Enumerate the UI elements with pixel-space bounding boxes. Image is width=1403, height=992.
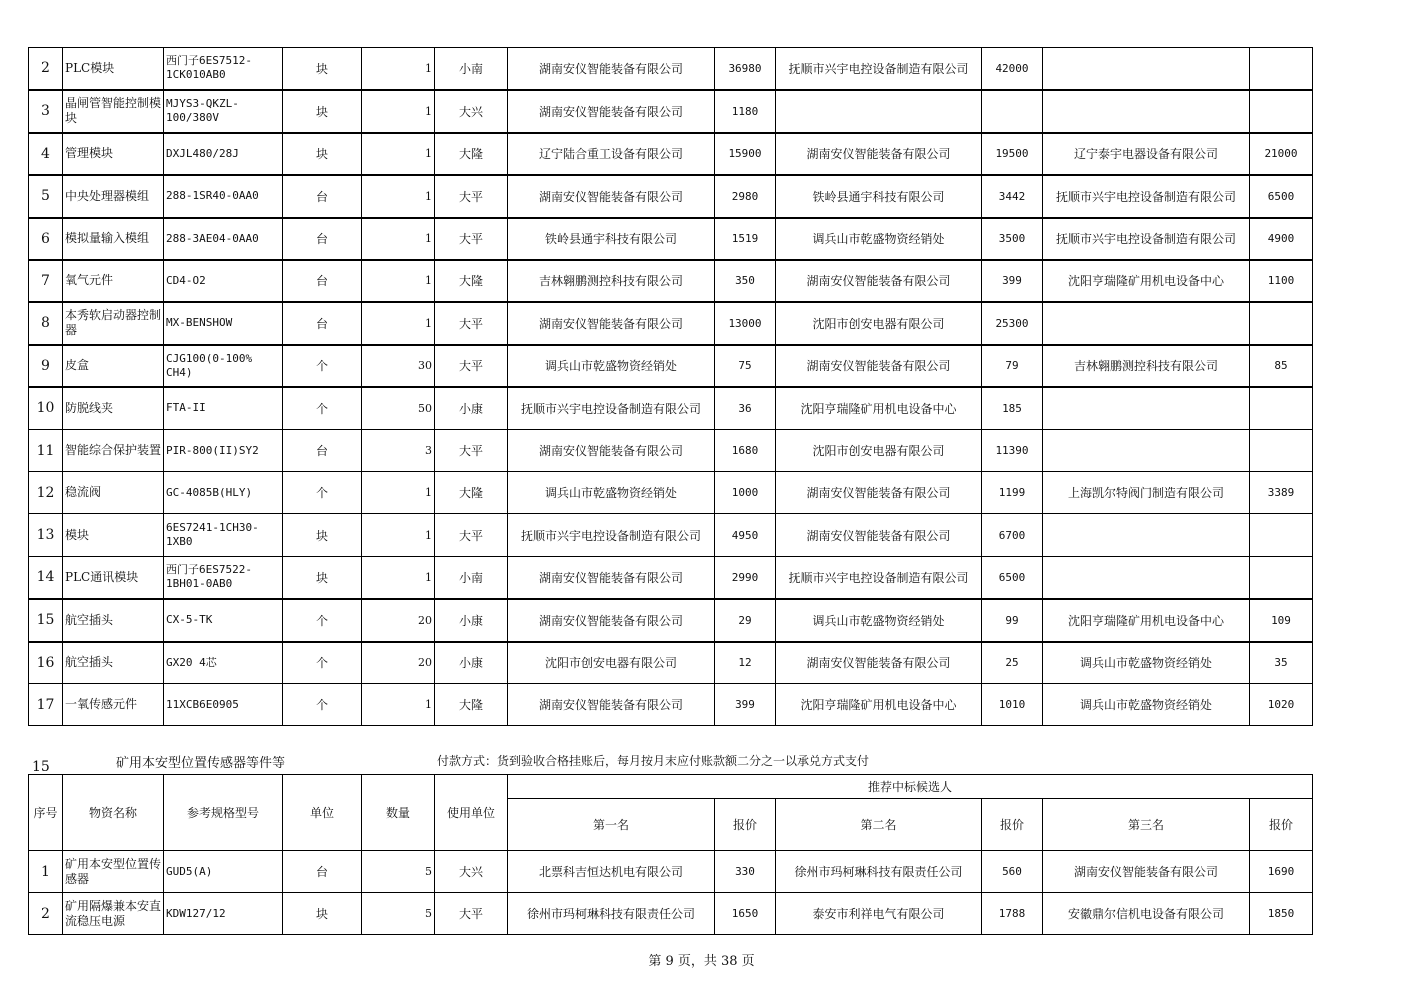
cell-user: 大隆 [435, 133, 508, 175]
cell-spec: KDW127/12 [164, 893, 283, 935]
cell-user: 小康 [435, 387, 508, 430]
cell-first-price: 4950 [715, 514, 776, 557]
cell-user: 大隆 [435, 472, 508, 514]
cell-first-company: 湖南安仪智能装备有限公司 [508, 175, 715, 218]
table-row [29, 48, 1313, 90]
cell-second-company: 湖南安仪智能装备有限公司 [776, 133, 982, 175]
cell-spec: 11XCB6E0905 [164, 684, 283, 726]
cell-first-company: 调兵山市乾盛物资经销处 [508, 472, 715, 514]
cell-qty: 1 [362, 175, 435, 218]
cell-spec: FTA-II [164, 387, 283, 430]
cell-third-price: 1690 [1250, 851, 1313, 893]
table-row [29, 514, 1313, 557]
cell-second-company: 沈阳亨瑞隆矿用机电设备中心 [776, 387, 982, 430]
cell-no: 12 [29, 472, 63, 514]
cell-name: 模块 [63, 514, 164, 557]
cell-qty: 1 [362, 557, 435, 599]
header-price-2: 报价 [982, 799, 1043, 851]
cell-third-company: 抚顺市兴宇电控设备制造有限公司 [1043, 218, 1250, 260]
cell-first-company: 湖南安仪智能装备有限公司 [508, 48, 715, 90]
cell-first-company: 北票科吉恒达机电有限公司 [508, 851, 715, 893]
cell-third-price: 1020 [1250, 684, 1313, 726]
cell-first-company: 湖南安仪智能装备有限公司 [508, 430, 715, 472]
cell-third-company: 沈阳亨瑞隆矿用机电设备中心 [1043, 260, 1250, 302]
cell-no: 11 [29, 430, 63, 472]
cell-first-price: 12 [715, 642, 776, 684]
cell-third-company [1043, 557, 1250, 599]
cell-user: 大隆 [435, 260, 508, 302]
cell-second-company: 抚顺市兴宇电控设备制造有限公司 [776, 557, 982, 599]
table-row [29, 599, 1313, 642]
cell-first-company: 抚顺市兴宇电控设备制造有限公司 [508, 387, 715, 430]
cell-third-price [1250, 48, 1313, 90]
cell-second-price: 560 [982, 851, 1043, 893]
cell-second-price: 25 [982, 642, 1043, 684]
cell-first-price: 399 [715, 684, 776, 726]
cell-unit: 个 [283, 642, 362, 684]
cell-second-company: 铁岭县通宇科技有限公司 [776, 175, 982, 218]
cell-second-company: 抚顺市兴宇电控设备制造有限公司 [776, 48, 982, 90]
cell-first-company: 铁岭县通宇科技有限公司 [508, 218, 715, 260]
cell-qty: 1 [362, 684, 435, 726]
cell-qty: 50 [362, 387, 435, 430]
cell-second-company: 湖南安仪智能装备有限公司 [776, 345, 982, 387]
cell-third-price: 1850 [1250, 893, 1313, 935]
payment-terms: 付款方式：货到验收合格挂账后，每月按月末应付账款额二分之一以承兑方式支付 [437, 754, 870, 768]
cell-second-company: 沈阳亨瑞隆矿用机电设备中心 [776, 684, 982, 726]
cell-first-price: 1519 [715, 218, 776, 260]
cell-name: 本秀软启动器控制器 [63, 302, 164, 345]
cell-first-price: 350 [715, 260, 776, 302]
cell-third-company [1043, 302, 1250, 345]
cell-no: 2 [29, 893, 63, 935]
header-qty: 数量 [362, 775, 435, 851]
cell-unit: 块 [283, 557, 362, 599]
cell-name: 晶闸管智能控制模块 [63, 90, 164, 133]
table-row [29, 642, 1313, 684]
cell-third-company: 湖南安仪智能装备有限公司 [1043, 851, 1250, 893]
cell-third-company: 安徽鼎尔信机电设备有限公司 [1043, 893, 1250, 935]
header-user: 使用单位 [435, 775, 508, 851]
header-first: 第一名 [508, 799, 715, 851]
cell-third-price [1250, 387, 1313, 430]
header-name: 物资名称 [63, 775, 164, 851]
cell-second-price: 19500 [982, 133, 1043, 175]
cell-no: 3 [29, 90, 63, 133]
cell-no: 6 [29, 218, 63, 260]
cell-spec: MX-BENSHOW [164, 302, 283, 345]
cell-third-company [1043, 430, 1250, 472]
cell-third-price: 6500 [1250, 175, 1313, 218]
procurement-table-1 [28, 47, 1313, 726]
cell-name: 皮盒 [63, 345, 164, 387]
cell-spec: 西门子6ES7512-1CK010AB0 [164, 48, 283, 90]
cell-first-company: 调兵山市乾盛物资经销处 [508, 345, 715, 387]
header-no: 序号 [29, 775, 63, 851]
cell-second-company: 湖南安仪智能装备有限公司 [776, 642, 982, 684]
cell-user: 大平 [435, 430, 508, 472]
cell-first-price: 1650 [715, 893, 776, 935]
cell-spec: PIR-800(II)SY2 [164, 430, 283, 472]
cell-third-price [1250, 430, 1313, 472]
cell-second-company: 徐州市玛柯琳科技有限责任公司 [776, 851, 982, 893]
cell-name: 矿用本安型位置传感器 [63, 851, 164, 893]
cell-spec: CJG100(0-100% CH4) [164, 345, 283, 387]
cell-second-company: 调兵山市乾盛物资经销处 [776, 218, 982, 260]
cell-second-company: 湖南安仪智能装备有限公司 [776, 514, 982, 557]
cell-third-company: 抚顺市兴宇电控设备制造有限公司 [1043, 175, 1250, 218]
cell-name: 氧气元件 [63, 260, 164, 302]
header-candidates: 推荐中标候选人 [508, 775, 1313, 799]
cell-user: 大兴 [435, 90, 508, 133]
cell-first-price: 36980 [715, 48, 776, 90]
cell-spec: DXJL480/28J [164, 133, 283, 175]
cell-second-company: 沈阳市创安电器有限公司 [776, 302, 982, 345]
cell-first-price: 1000 [715, 472, 776, 514]
table-row [29, 260, 1313, 302]
cell-unit: 块 [283, 893, 362, 935]
cell-first-company: 辽宁陆合重工设备有限公司 [508, 133, 715, 175]
cell-user: 小康 [435, 642, 508, 684]
cell-third-price [1250, 302, 1313, 345]
cell-second-price [982, 90, 1043, 133]
cell-third-company [1043, 514, 1250, 557]
cell-second-company [776, 90, 982, 133]
cell-no: 1 [29, 851, 63, 893]
cell-user: 小南 [435, 48, 508, 90]
cell-spec: GC-4085B(HLY) [164, 472, 283, 514]
cell-spec: 288-3AE04-0AA0 [164, 218, 283, 260]
table-row [29, 345, 1313, 387]
cell-third-company: 上海凯尔特阀门制造有限公司 [1043, 472, 1250, 514]
cell-user: 大平 [435, 893, 508, 935]
cell-spec: GUD5(A) [164, 851, 283, 893]
cell-qty: 1 [362, 90, 435, 133]
cell-second-company: 调兵山市乾盛物资经销处 [776, 599, 982, 642]
cell-second-company: 湖南安仪智能装备有限公司 [776, 260, 982, 302]
section-number: 15 [32, 759, 50, 775]
cell-user: 大平 [435, 514, 508, 557]
cell-unit: 个 [283, 345, 362, 387]
cell-unit: 个 [283, 599, 362, 642]
cell-first-company: 湖南安仪智能装备有限公司 [508, 599, 715, 642]
cell-unit: 台 [283, 302, 362, 345]
cell-third-company [1043, 48, 1250, 90]
table-row [29, 684, 1313, 726]
cell-unit: 块 [283, 90, 362, 133]
table-row [29, 218, 1313, 260]
cell-user: 大平 [435, 218, 508, 260]
cell-no: 9 [29, 345, 63, 387]
table-row [29, 175, 1313, 218]
cell-unit: 块 [283, 48, 362, 90]
section-title: 矿用本安型位置传感器等件等 [116, 756, 286, 771]
cell-no: 14 [29, 557, 63, 599]
cell-unit: 个 [283, 684, 362, 726]
table-row [29, 302, 1313, 345]
cell-spec: 6ES7241-1CH30-1XB0 [164, 514, 283, 557]
cell-spec: GX20 4芯 [164, 642, 283, 684]
cell-third-price: 1100 [1250, 260, 1313, 302]
cell-third-company: 辽宁泰宇电器设备有限公司 [1043, 133, 1250, 175]
table-row [29, 472, 1313, 514]
cell-first-price: 75 [715, 345, 776, 387]
cell-no: 13 [29, 514, 63, 557]
cell-qty: 5 [362, 851, 435, 893]
cell-name: 矿用隔爆兼本安直流稳压电源 [63, 893, 164, 935]
cell-qty: 1 [362, 260, 435, 302]
cell-third-company: 调兵山市乾盛物资经销处 [1043, 684, 1250, 726]
cell-name: PLC通讯模块 [63, 557, 164, 599]
cell-third-price: 4900 [1250, 218, 1313, 260]
cell-first-company: 湖南安仪智能装备有限公司 [508, 302, 715, 345]
cell-unit: 台 [283, 430, 362, 472]
cell-third-company: 沈阳亨瑞隆矿用机电设备中心 [1043, 599, 1250, 642]
table-row [29, 430, 1313, 472]
cell-spec: CD4-O2 [164, 260, 283, 302]
cell-qty: 5 [362, 893, 435, 935]
header-second: 第二名 [776, 799, 982, 851]
cell-name: 航空插头 [63, 642, 164, 684]
cell-name: 中央处理器模组 [63, 175, 164, 218]
cell-second-price: 1010 [982, 684, 1043, 726]
header-spec: 参考规格型号 [164, 775, 283, 851]
cell-first-price: 29 [715, 599, 776, 642]
cell-unit: 个 [283, 387, 362, 430]
cell-spec: MJYS3-QKZL-100/380V [164, 90, 283, 133]
cell-first-price: 1180 [715, 90, 776, 133]
cell-qty: 1 [362, 472, 435, 514]
cell-unit: 台 [283, 218, 362, 260]
cell-second-price: 99 [982, 599, 1043, 642]
cell-second-price: 3442 [982, 175, 1043, 218]
cell-second-company: 湖南安仪智能装备有限公司 [776, 472, 982, 514]
cell-first-company: 徐州市玛柯琳科技有限责任公司 [508, 893, 715, 935]
cell-qty: 1 [362, 133, 435, 175]
cell-no: 2 [29, 48, 63, 90]
cell-qty: 3 [362, 430, 435, 472]
cell-first-price: 2990 [715, 557, 776, 599]
cell-first-price: 36 [715, 387, 776, 430]
procurement-table-2 [28, 774, 1313, 935]
cell-first-company: 湖南安仪智能装备有限公司 [508, 90, 715, 133]
cell-no: 10 [29, 387, 63, 430]
header-row-group [29, 775, 1313, 799]
cell-no: 17 [29, 684, 63, 726]
cell-no: 5 [29, 175, 63, 218]
table-row [29, 557, 1313, 599]
cell-second-price: 3500 [982, 218, 1043, 260]
cell-third-price: 3389 [1250, 472, 1313, 514]
cell-third-price [1250, 557, 1313, 599]
cell-user: 大隆 [435, 684, 508, 726]
cell-second-company: 泰安市利祥电气有限公司 [776, 893, 982, 935]
cell-second-price: 399 [982, 260, 1043, 302]
cell-first-price: 15900 [715, 133, 776, 175]
cell-spec: CX-5-TK [164, 599, 283, 642]
table-row [29, 387, 1313, 430]
cell-third-price: 35 [1250, 642, 1313, 684]
cell-first-price: 2980 [715, 175, 776, 218]
cell-unit: 台 [283, 851, 362, 893]
table-row [29, 851, 1313, 893]
cell-name: 防脱线夹 [63, 387, 164, 430]
cell-first-price: 330 [715, 851, 776, 893]
cell-user: 大平 [435, 345, 508, 387]
cell-name: 管理模块 [63, 133, 164, 175]
cell-second-price: 1788 [982, 893, 1043, 935]
cell-third-price [1250, 90, 1313, 133]
header-price-1: 报价 [715, 799, 776, 851]
cell-user: 大兴 [435, 851, 508, 893]
cell-unit: 块 [283, 133, 362, 175]
cell-qty: 20 [362, 642, 435, 684]
header-third: 第三名 [1043, 799, 1250, 851]
cell-second-price: 79 [982, 345, 1043, 387]
cell-qty: 30 [362, 345, 435, 387]
cell-third-price: 21000 [1250, 133, 1313, 175]
cell-name: 航空插头 [63, 599, 164, 642]
cell-qty: 1 [362, 514, 435, 557]
cell-second-price: 1199 [982, 472, 1043, 514]
cell-second-price: 25300 [982, 302, 1043, 345]
header-price-3: 报价 [1250, 799, 1313, 851]
cell-third-price [1250, 514, 1313, 557]
cell-qty: 1 [362, 218, 435, 260]
cell-no: 8 [29, 302, 63, 345]
cell-spec: 西门子6ES7522-1BH01-0AB0 [164, 557, 283, 599]
cell-first-company: 沈阳市创安电器有限公司 [508, 642, 715, 684]
cell-first-company: 湖南安仪智能装备有限公司 [508, 684, 715, 726]
header-unit: 单位 [283, 775, 362, 851]
cell-no: 7 [29, 260, 63, 302]
cell-no: 4 [29, 133, 63, 175]
cell-first-price: 1680 [715, 430, 776, 472]
cell-third-company [1043, 387, 1250, 430]
cell-unit: 个 [283, 472, 362, 514]
cell-first-price: 13000 [715, 302, 776, 345]
cell-user: 小南 [435, 557, 508, 599]
cell-unit: 台 [283, 175, 362, 218]
cell-spec: 288-1SR40-0AA0 [164, 175, 283, 218]
cell-second-price: 42000 [982, 48, 1043, 90]
cell-second-price: 11390 [982, 430, 1043, 472]
cell-unit: 台 [283, 260, 362, 302]
cell-qty: 1 [362, 48, 435, 90]
cell-first-company: 吉林翱鹏测控科技有限公司 [508, 260, 715, 302]
cell-third-price: 85 [1250, 345, 1313, 387]
cell-third-price: 109 [1250, 599, 1313, 642]
table-row [29, 133, 1313, 175]
cell-name: 智能综合保护装置 [63, 430, 164, 472]
page-footer: 第 9 页，共 38 页 [648, 954, 755, 969]
cell-no: 16 [29, 642, 63, 684]
cell-name: 模拟量输入模组 [63, 218, 164, 260]
cell-first-company: 抚顺市兴宇电控设备制造有限公司 [508, 514, 715, 557]
cell-qty: 1 [362, 302, 435, 345]
cell-qty: 20 [362, 599, 435, 642]
cell-user: 大平 [435, 302, 508, 345]
cell-first-company: 湖南安仪智能装备有限公司 [508, 557, 715, 599]
cell-user: 小康 [435, 599, 508, 642]
cell-second-price: 6700 [982, 514, 1043, 557]
cell-name: PLC模块 [63, 48, 164, 90]
table-row [29, 893, 1313, 935]
table-row [29, 90, 1313, 133]
cell-third-company: 吉林翱鹏测控科技有限公司 [1043, 345, 1250, 387]
cell-second-price: 6500 [982, 557, 1043, 599]
cell-name: 稳流阀 [63, 472, 164, 514]
cell-name: 一氧传感元件 [63, 684, 164, 726]
cell-third-company [1043, 90, 1250, 133]
cell-second-company: 沈阳市创安电器有限公司 [776, 430, 982, 472]
cell-unit: 块 [283, 514, 362, 557]
cell-second-price: 185 [982, 387, 1043, 430]
cell-user: 大平 [435, 175, 508, 218]
cell-third-company: 调兵山市乾盛物资经销处 [1043, 642, 1250, 684]
cell-no: 15 [29, 599, 63, 642]
